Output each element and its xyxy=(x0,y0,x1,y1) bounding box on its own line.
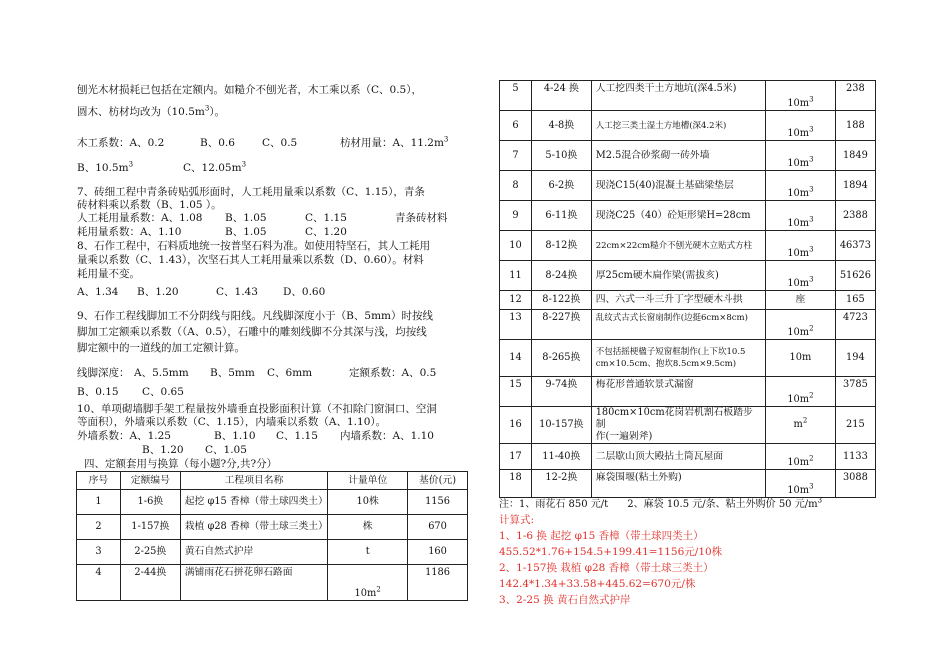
row-price: 1186 xyxy=(408,565,468,601)
row-code: 10-157换 xyxy=(531,407,591,444)
q9-depth-c: C、6mm xyxy=(267,367,313,379)
row-price: 194 xyxy=(835,340,875,377)
row-unit: 10株 xyxy=(328,490,408,515)
q7-labor-a: 人工耗用量系数：A、1.08 xyxy=(77,212,203,224)
row-name: 四、六式一斗三升丁字型硬木斗拱 xyxy=(591,291,765,310)
row-price: 670 xyxy=(408,515,468,540)
row-name: 起挖 φ15 香樟（带土球四类土） xyxy=(180,490,328,515)
table-row xyxy=(500,407,876,444)
row-unit: t xyxy=(328,540,408,565)
q8-line-2: 量乘以系数（C、1.43），次坚石其人工耗用量乘以系数（D、0.60）。材料 xyxy=(77,254,424,266)
row-no: 15 xyxy=(500,377,532,407)
row-price: 1894 xyxy=(835,171,875,201)
wood-coef-c: C、0.5 xyxy=(262,137,298,149)
row-no: 5 xyxy=(500,81,532,111)
row-name: 人工挖三类土湿土方地槽(深4.2米) xyxy=(591,111,765,141)
q8-opt-b: B、1.20 xyxy=(137,286,179,298)
quota-table-right xyxy=(499,80,876,498)
row-name: 厚25cm硬木扁作梁(需拔亥) xyxy=(591,261,765,291)
calc-title: 计算式: xyxy=(499,514,535,526)
row-no: 6 xyxy=(500,111,532,141)
row-unit: $10m^3$ xyxy=(766,81,836,111)
row-name: 麻袋围堰(粘土外购) xyxy=(591,470,765,498)
col-code: 定额编号 xyxy=(120,472,180,490)
row-name: 乱纹式古式长窗扇制作(边挺6cm×8cm) xyxy=(591,310,765,340)
row-price: 4723 xyxy=(835,310,875,340)
q9-line-1: 9、石作工程线脚加工不分阴线与阳线。凡线脚深度小于（B、5mm）时按线 xyxy=(77,310,433,322)
row-code: 2-25换 xyxy=(120,540,180,565)
table-row xyxy=(500,81,876,111)
table-row xyxy=(500,340,876,377)
row-price: 160 xyxy=(408,540,468,565)
timber-qty-a: 枋材用量：A、$11.2m^3$ xyxy=(340,135,449,149)
table-row xyxy=(500,111,876,141)
q8-line-3: 耗用量不变。 xyxy=(77,268,140,280)
row-unit: 株 xyxy=(328,515,408,540)
q8-opt-d: D、0.60 xyxy=(283,286,326,298)
q10-outer-b: B、1.10 xyxy=(214,430,256,442)
table-row xyxy=(500,171,876,201)
table-row xyxy=(77,565,468,601)
table-row xyxy=(77,490,468,515)
q8-opt-a: A、1.34 xyxy=(77,286,119,298)
table-row xyxy=(500,444,876,470)
q9-coef-b: B、0.15 xyxy=(77,386,119,398)
row-price: 188 xyxy=(835,111,875,141)
row-price: 46373 xyxy=(835,231,875,261)
row-code: 8-122换 xyxy=(531,291,591,310)
col-price: 基价(元) xyxy=(408,472,468,490)
q9-coef-a: 定额系数：A、0.5 xyxy=(349,367,437,379)
row-price: 1849 xyxy=(835,141,875,171)
row-unit: $10m^2$ xyxy=(766,377,836,407)
table-row xyxy=(77,540,468,565)
row-price: 1156 xyxy=(408,490,468,515)
q8-line-1: 8、石作工程中，石料质地统一按普坚石料为准。如使用特坚石，其人工耗用 xyxy=(77,240,431,252)
row-no: 9 xyxy=(500,201,532,231)
row-name: 栽植 φ28 香樟（带土球三类土） xyxy=(180,515,328,540)
q9-depth-b: B、5mm xyxy=(210,367,255,379)
row-no: 16 xyxy=(500,407,532,444)
q9-line-3: 脚定额中的一道线的加工定额计算。 xyxy=(77,342,245,354)
q9-line-2: 脚加工定额乘以系数（（A、0.5），石雕中的雕刻线脚不分其深与浅，均按线 xyxy=(77,326,427,338)
row-code: 6-11换 xyxy=(531,201,591,231)
row-price: 215 xyxy=(835,407,875,444)
row-unit: $10m^2$ xyxy=(766,444,836,470)
row-no: 3 xyxy=(77,540,121,565)
row-price: 1133 xyxy=(835,444,875,470)
row-name: 不包括摇梗楹子短窗框制作(上下坎10.5 cm×10.5cm、抱坎8.5cm×9.5cm) xyxy=(591,340,765,377)
q8-opt-c: C、1.43 xyxy=(216,286,258,298)
row-price: 51626 xyxy=(835,261,875,291)
row-no: 4 xyxy=(77,565,121,601)
row-unit: 10m xyxy=(766,340,836,377)
q7-labor-b: B、1.05 xyxy=(225,212,267,224)
para-1-line-2: 圆木、枋材均改为$(10.5m^3)$。 xyxy=(77,104,226,118)
row-code: 1-6换 xyxy=(120,490,180,515)
wood-coef-a: 木工系数：A、0.2 xyxy=(77,137,165,149)
row-unit: $10m^3$ xyxy=(766,231,836,261)
col-unit: 计量单位 xyxy=(328,472,408,490)
q10-inner-a: 内墙系数：A、1.10 xyxy=(340,430,434,442)
row-no: 11 xyxy=(500,261,532,291)
row-unit: $m^2$ xyxy=(766,407,836,444)
row-name: 22cm×22cm糙介不刨光硬木立贴式方柱 xyxy=(591,231,765,261)
row-code: 6-2换 xyxy=(531,171,591,201)
row-code: 8-24换 xyxy=(531,261,591,291)
q7-line-1: 7、砖细工程中青条砖贴弧形面时，人工耗用量乘以系数（C、1.15），青条 xyxy=(77,186,425,198)
calc-line-5: 3、2-25 换 黄石自然式护岸 xyxy=(499,594,631,606)
row-unit: $10m^3$ xyxy=(766,201,836,231)
row-no: 7 xyxy=(500,141,532,171)
table-row xyxy=(500,291,876,310)
q9-coef-c: C、0.65 xyxy=(142,386,184,398)
row-unit: $10m^2$ xyxy=(766,310,836,340)
section-heading: 四、定额套用与换算（每小题?分,共?分） xyxy=(84,458,278,470)
q10-outer-b2: B、1.20 xyxy=(142,444,184,456)
timber-qty-c: C、$12.05m^3$ xyxy=(183,160,247,174)
row-name: 满铺雨花石拼花卵石路面 xyxy=(180,565,328,601)
row-code: 9-74换 xyxy=(531,377,591,407)
row-unit: $10m^3$ xyxy=(766,111,836,141)
table-row xyxy=(77,515,468,540)
row-name: 黄石自然式护岸 xyxy=(180,540,328,565)
q10-outer-c: C、1.15 xyxy=(276,430,318,442)
table-row xyxy=(500,470,876,498)
table-row xyxy=(500,261,876,291)
row-code: 8-227换 xyxy=(531,310,591,340)
row-code: 5-10换 xyxy=(531,141,591,171)
q7-labor-c: C、1.15 xyxy=(305,212,347,224)
row-unit: $10m^3$ xyxy=(766,141,836,171)
row-name: M2.5混合砂浆砌一砖外墙 xyxy=(591,141,765,171)
col-no: 序号 xyxy=(77,472,121,490)
row-price: 2388 xyxy=(835,201,875,231)
quota-table-left xyxy=(76,471,468,601)
row-no: 8 xyxy=(500,171,532,201)
row-no: 2 xyxy=(77,515,121,540)
row-no: 14 xyxy=(500,340,532,377)
col-name: 工程项目名称 xyxy=(180,472,328,490)
row-code: 8-265换 xyxy=(531,340,591,377)
row-no: 18 xyxy=(500,470,532,498)
row-name: 180cm×10cm花岗岩机割石板踏步制 作(一遍剁斧) xyxy=(591,407,765,444)
q10-line-2: 等面积），外墙乘以系数（C、1.15），内墙乘以系数（A、1.10）。 xyxy=(77,416,387,428)
row-price: 3088 xyxy=(835,470,875,498)
calc-line-3: 2、1-157换 栽植 φ28 香樟（带土球三类土） xyxy=(499,562,714,574)
table-row xyxy=(500,231,876,261)
row-no: 13 xyxy=(500,310,532,340)
table-row xyxy=(500,310,876,340)
wood-coef-b: B、0.6 xyxy=(200,137,235,149)
q10-line-1: 10、单项砌墙脚手架工程量按外墙垂直投影面积计算（不扣除门窗洞口、空洞 xyxy=(77,403,437,415)
row-code: 2-44换 xyxy=(120,565,180,601)
row-no: 1 xyxy=(77,490,121,515)
row-unit: $10m^3$ xyxy=(766,261,836,291)
row-code: 4-24 换 xyxy=(531,81,591,111)
row-unit: $10m^3$ xyxy=(766,171,836,201)
row-price: 238 xyxy=(835,81,875,111)
calc-line-1: 1、1-6 换 起挖 φ15 香樟（带土球四类土） xyxy=(499,530,704,542)
table-note: 注：1、雨花石 850 元/t 2、麻袋 10.5 元/条、粘土外购价 50 元$/m^3$ xyxy=(499,496,823,510)
row-code: 11-40换 xyxy=(531,444,591,470)
table-header-row xyxy=(77,472,468,490)
q7-line-2: 砖材料乘以系数（B、1.05 ）。 xyxy=(77,199,222,211)
row-unit: $10m^2$ xyxy=(328,565,408,601)
calc-line-4: 142.4*1.34+33.58+445.62=670元/株 xyxy=(499,578,696,590)
row-name: 现浇C25（40）砼矩形梁H=28cm xyxy=(591,201,765,231)
q7-brick-a: 耗用量系数：A、1.10 xyxy=(77,226,182,238)
row-code: 4-8换 xyxy=(531,111,591,141)
row-name: 现浇C15(40)混凝土基础梁垫层 xyxy=(591,171,765,201)
row-unit: $10m^3$ xyxy=(766,470,836,498)
table-row xyxy=(500,201,876,231)
q10-outer-c2: C、1.05 xyxy=(205,444,247,456)
row-name: 梅花形普通软景式漏窗 xyxy=(591,377,765,407)
calc-line-2: 455.52*1.76+154.5+199.41=1156元/10株 xyxy=(499,546,723,558)
row-code: 12-2换 xyxy=(531,470,591,498)
q7-brick-label: 青条砖材料 xyxy=(395,212,448,224)
row-no: 17 xyxy=(500,444,532,470)
q7-brick-b: B、1.05 xyxy=(225,226,267,238)
row-no: 12 xyxy=(500,291,532,310)
row-price: 3785 xyxy=(835,377,875,407)
q10-outer-a: 外墙系数：A、1.25 xyxy=(77,430,171,442)
table-row xyxy=(500,141,876,171)
row-unit: 座 xyxy=(766,291,836,310)
row-code: 1-157换 xyxy=(120,515,180,540)
timber-qty-b: B、$10.5m^3$ xyxy=(77,160,134,174)
q9-depth-label: 线脚深度： xyxy=(77,367,130,379)
q9-depth-a: A、5.5mm xyxy=(134,367,189,379)
para-1-line-1: 刨光木材损耗已包括在定额内。如糙介不刨光者，木工乘以系（C、0.5）， xyxy=(77,84,422,96)
row-code: 8-12换 xyxy=(531,231,591,261)
row-name: 人工挖四类干土方地坑(深4.5米) xyxy=(591,81,765,111)
q7-brick-c: C、1.20 xyxy=(305,226,347,238)
table-row xyxy=(500,377,876,407)
row-price: 165 xyxy=(835,291,875,310)
row-name: 二层歇山顶大殿拈土筒瓦屋面 xyxy=(591,444,765,470)
row-no: 10 xyxy=(500,231,532,261)
